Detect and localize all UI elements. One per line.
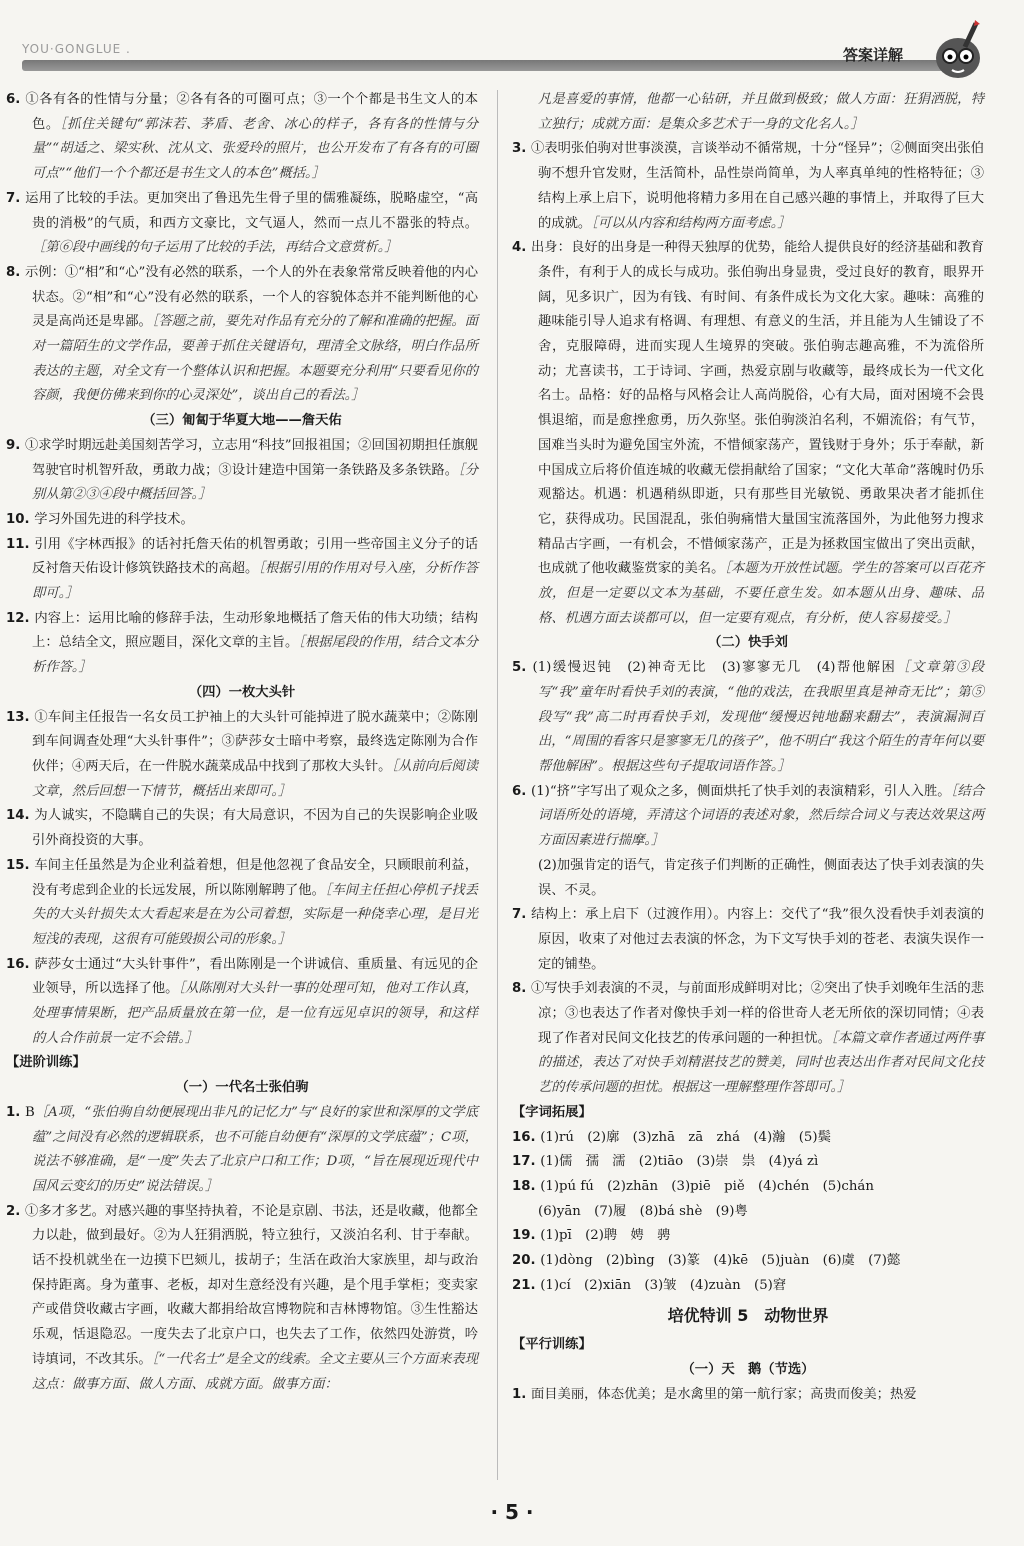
answer-number: 12. [6,610,35,626]
answer-note: ［可以从内容和结构两方面考虑。］ [591,215,791,231]
section-bar-label: 【字词拓展】 [512,1104,592,1120]
answer-number: 5. [512,660,533,676]
answer-item [512,1383,984,1408]
answer-text: (1)儒 孺 濡 (2)tiāo (3)崇 祟 (4)yá zì [540,1154,819,1170]
answer-text: 萨莎女士通过“大头针事件”，看出陈刚是一个讲诚信、重质量、有远见的企业领导，所以选择了他。 [32,956,478,997]
answer-item [512,1126,984,1151]
answer-note: ［文章第③段写“我”童年时看快手刘的表演，“他的戏法，在我眼里真是神奇无比”；第⑤段写“我”高二时再看快手刘，发现他“缓慢迟钝地翻来翻去”，表演漏洞百出，“周围的看客只是寥寥无几的孩子”，他不明白“我这个陌生的青年何以要帮他解困”。根据这些句子提取词语作答。］ [538,660,984,774]
answer-item [512,1224,984,1249]
answer-item [512,1150,984,1175]
answer-item [6,854,478,953]
answer-text: (1)pú fú (2)zhān (3)piē piě (4)chén (5)chán [540,1178,874,1194]
page-number: · 5 · [490,1500,534,1524]
answer-note: ［车间主任担心停机子找丢失的大头针损失太大看起来是在为公司着想，实际是一种侥幸心理，是目光短浅的表现，这很有可能毁损公司的形象。］ [32,882,479,947]
header-title: 答案详解 [843,46,904,64]
answer-text: (1)pī (2)聘 娉 骋 [540,1228,671,1244]
answer-note: ［A项，“张伯驹自幼便展现出非凡的记忆力”与“良好的家世和深厚的文学底蕴”之间没有必然的逻辑联系，也不可能自幼便有“深厚的文学底蕴”；C项，说法不够准确，是“一度”失去了北京户口和工作；D项，“旨在展现近现代中国风云变幻的历史”说法错误。］ [32,1104,478,1194]
answer-text: 引用《字林西报》的话衬托詹天佑的机智勇敢；引用一些帝国主义分子的话反衬詹天佑设计修筑铁路技术的高超。 [32,536,479,577]
right-column [512,88,984,1407]
section-title: （四）一枚大头针 [188,684,296,700]
answer-item [6,434,478,508]
answer-number: 8. [512,981,531,997]
section-title: （一）一代名士张伯驹 [175,1080,309,1096]
answer-note: ［第⑥段中画线的句子运用了比较的手法，再结合文意赏析。］ [32,240,398,256]
answer-text: B [24,1104,35,1120]
answer-item [512,1274,984,1299]
answer-number: 6. [6,92,26,107]
answer-item [6,953,478,1052]
section-bar-label: 【进阶训练】 [6,1055,86,1071]
answer-text: (1)缓慢迟钝 (2)神奇无比 (3)寥寥无几 (4)帮他解困 [532,660,897,676]
answer-text: ①写快手刘表演的不灵，与前面形成鲜明对比；②突出了快手刘晚年生活的悲凉；③也表达了作者对像快手刘一样的俗世奇人老无所依的深切同情；④表现了作者对民间文化技艺的传承问题的一种担忧。 [530,981,985,1046]
answer-item [6,804,478,853]
answer-note: ［根据引用的作用对号入座，分析作答即可。］ [32,561,478,602]
answer-text: (1)dòng (2)bìng (3)篆 (4)kē (5)juàn (6)虞 (7)懿 [540,1253,901,1269]
answer-note: 凡是喜爱的事情，他都一心钻研，并且做到极致；做人方面：狂狷洒脱，特立独行；成就方面：是集众多艺术于一身的文化名人。］ [538,92,984,132]
answer-number: 15. [6,857,35,873]
answer-item [512,236,984,631]
answer-number: 21. [512,1277,541,1293]
answer-text: ①各有各的性情与分量；②各有各的可圈可点；③一个个都是书生文人的本色。 [25,92,479,132]
section-title: （二）快手刘 [708,635,788,651]
answer-item [512,780,984,854]
answer-note: ［从陈刚对大头针一事的处理可知，他对工作认真，处理事情果断，把产品质量放在第一位，是一位有远见卓识的领导，和这样的人合作前景一定不会错。］ [32,981,478,1046]
answer-item [512,1249,984,1274]
answer-number: 10. [6,511,35,527]
answer-number: 11. [6,536,35,552]
section-bar-label: 【平行训练】 [512,1337,592,1353]
answer-text: 车间主任虽然是为企业利益着想，但是他忽视了食品安全，只顾眼前利益，没有考虑到企业的长远发展，所以陈刚解聘了他。 [32,857,479,898]
answer-number: 6. [512,783,531,799]
answer-item [6,261,478,409]
answer-number: 1. [512,1386,531,1402]
column-divider [497,90,498,1480]
answer-item [512,88,984,137]
answer-item [6,607,478,681]
answer-text: (1)cí (2)xiān (3)皱 (4)zuàn (5)窘 [540,1277,787,1293]
answer-number: 17. [512,1154,541,1170]
answer-item [6,187,478,261]
answer-number: 3. [512,141,531,157]
answer-number: 18. [512,1178,541,1194]
answer-text: ①车间主任报告一名女员工护袖上的大头针可能掉进了脱水蔬菜中；②陈刚到车间调查处理“大头针事件”；③萨莎女士暗中考察，最终选定陈刚为合作伙伴；④两天后，在一件脱水蔬菜成品中找到了那枚大头针。 [32,709,479,774]
answer-item [6,706,478,805]
answer-number: 16. [512,1129,541,1145]
brand-text: YOU·GONGLUE . [22,42,131,56]
header-bar [22,60,950,71]
answer-note: ［答题之前，要先对作品有充分的了解和准确的把握。面对一篇陌生的文学作品，要善于抓住关键语句，理清全文脉络，明白作品所表达的主题，对全文有一个整体认识和把握。本题要充分利用“只要看见你的容颜，我便仿佛来到你的心灵深处”，谈出自己的看法。］ [32,314,478,404]
answer-number: 1. [6,1104,25,1120]
mascot-icon [928,18,988,82]
answer-note: ［本题为开放性试题。学生的答案可以百花齐放，但是一定要以文本为基础，不要任意生发。如本题从出身、趣味、品格、机遇方面去谈都可以，但一定要有观点，有分析，使人容易接受。］ [538,561,984,626]
left-column [6,88,478,1397]
answer-text: ①多才多艺。对感兴趣的事坚持执着，不论是京剧、书法，还是收藏，他都全力以赴，做到最好。②为人狂狷洒脱，特立独行，又淡泊名利、甘于奉献。话不投机就坐在一边摸下巴颏儿，拔胡子；生活在政治大家族里，却与政治保持距离。身为董事、老板，却对生意经没有兴趣，是个甩手掌柜；变卖家产或借贷收藏古字画，收藏大都捐给故宫博物院和吉林博物馆。③生性豁达乐观，恬退隐忍。一度失去了北京户口，也失去了工作，依然四处游赏，吟诗填词，不改其乐。 [24,1203,479,1367]
section-title: （一）天 鹅（节选） [681,1361,815,1377]
answer-item [512,903,984,977]
answer-text: 示例：①“相”和“心”没有必然的联系，一个人的外在表象常常反映着他的内心状态。②“相”和“心”没有必然的联系，一个人的容貌体态并不能判断他的心灵是高尚还是卑鄙。 [24,264,478,330]
answer-text: 出身：良好的出身是一种得天独厚的优势，能给人提供良好的经济基础和教育条件，有利于人的成长与成功。张伯驹出身显贵，受过良好的教育，眼界开阔，见多识广，因为有钱、有时间、有条件成长为文化大家。趣味：高雅的趣味能引导人追求有格调、有理想、有意义的生活，并且能为人生铺设了不舍，克服障碍，进而实现人生境界的突破。张伯驹志趣高雅，不为流俗所动；尤喜读书，工于诗词、字画，热爱京剧与收藏等，最终成长为一代文化名士。品格：好的品格与风格会让人高尚脱俗，心有大局，面对困境不会畏惧退缩，而是愈挫愈勇，历久弥坚。张伯驹淡泊名利，不媚流俗；有气节，国难当头时为避免国宝外流，不惜倾家荡产，置钱财于身外；乐于奉献，新中国成立后将价值连城的收藏无偿捐献给了国家；“文化大革命”落魄时仍乐观豁达。机遇：机遇稍纵即逝，只有那些目光敏锐、勇敢果决者才能抓住它，获得成功。民国混乱，张伯驹痛惜大量国宝流落国外，为此他努力搜求精品古字画，一有机会，不惜倾家荡产，正是为拯救国宝做出了突出贡献，也成就了他收藏鉴赏家的美名。 [530,240,985,577]
answer-text: (2)加强肯定的语气，肯定孩子们判断的正确性，侧面表达了快手刘表演的失误、不灵。 [538,857,984,898]
answer-text: 运用了比较的手法。更加突出了鲁迅先生骨子里的儒雅凝练，脱略虚空，“高贵的消极”的气质，和西方文豪比，文气逼人，然而一点儿不嚣张的特点。 [25,190,478,231]
answer-number: 4. [512,240,531,256]
answer-number: 7. [6,190,26,206]
answer-text: ①表明张伯驹对世事淡漠，言谈举动不循常规，十分“怪异”；②侧面突出张伯驹不想升官发财，生活简朴，品性崇尚简单，为人率真单纯的性格特征；③结构上承上启下，说明他将精力多用在自己感兴趣的事情上，并取得了巨大的成就。 [530,141,984,231]
answer-note: ［分别从第②③④段中概括回答。］ [32,462,478,503]
answer-item [512,656,984,780]
answer-note: ［本篇文章作者通过两件事的描述，表达了对快手刘精湛技艺的赞美，同时也表达出作者对民间文化技艺的传承问题的担忧。根据这一理解整理作答即可。］ [538,1030,985,1096]
answer-note: ［抓住关键句“郭沫若、茅盾、老舍、冰心的样子，各有各的性情与分量”“胡适之、梁实秋、沈从文、张爱玲的照片，也公开发布了有各有的可圈可点”“他们一个个都还是书生文人的本色”概括。］ [32,116,478,182]
answer-text: 结构上：承上启下（过渡作用）。内容上：交代了“我”很久没看快手刘表演的原因，收束了对他过去表演的怀念，为下文写快手刘的苍老、表演失误作一定的铺垫。 [531,907,985,972]
answer-note: ［从前向后阅读文章，然后回想一下情节，概括出来即可。］ [32,758,478,799]
answer-note: ［“一代名士”是全文的线索。全文主要从三个方面来表现这点：做事方面、做人方面、成就方面。做事方面： [32,1351,479,1392]
answer-note: ［结合词语所处的语境，弄清这个词语的表述对象，然后综合词义与表达效果这两方面因素进行揣摩。］ [538,783,985,849]
answer-item [512,854,984,903]
answer-number: 2. [6,1203,25,1219]
answer-item [512,137,984,236]
answer-item [512,977,984,1101]
answer-number: 7. [512,907,532,923]
answer-text: (1)rú (2)廓 (3)zhā zā zhá (4)瀚 (5)鬓 [540,1129,831,1145]
answer-item [512,1200,984,1225]
answer-number: 13. [6,709,35,725]
answer-number: 20. [512,1253,541,1269]
answer-note: ［根据尾段的作用，结合文本分析作答。］ [32,635,479,676]
answer-item [6,533,478,607]
answer-number: 16. [6,956,35,972]
answer-item [6,1200,478,1398]
answer-text: 内容上：运用比喻的修辞手法，生动形象地概括了詹天佑的伟大功绩；结构上：总结全文，照应题目，深化文章的主旨。 [32,610,479,651]
answer-text: 面目美丽，体态优美；是水禽里的第一航行家；高贵而俊美；热爱 [530,1386,917,1402]
answer-text: (1)“挤”字写出了观众之多，侧面烘托了快手刘的表演精彩，引人入胜。 [531,783,951,799]
answer-text: ①求学时期远赴美国刻苦学习，立志用“科技”回报祖国；②回国初期担任旗舰驾驶官时机智歼敌，勇敢力战；③设计建造中国第一条铁路及多条铁路。 [24,437,478,478]
answer-text: 学习外国先进的科学技术。 [34,511,194,527]
answer-number: 14. [6,808,35,824]
page-header [0,0,1024,90]
answer-item [6,1101,478,1200]
answer-number: 19. [512,1228,541,1244]
answer-item [512,1175,984,1200]
answer-text: 为人诚实，不隐瞒自己的失误；有大局意识，不因为自己的失误影响企业吸引外商投资的大事。 [32,808,479,849]
answer-number: 8. [6,264,25,280]
answer-text: (6)yān (7)履 (8)bá shè (9)粤 [538,1203,748,1219]
answer-item [6,508,478,533]
answer-item [6,88,478,187]
answer-number: 9. [6,437,25,453]
unit-title: 培优特训 5 动物世界 [667,1306,829,1326]
section-title: （三）匍匐于华夏大地——詹天佑 [142,413,342,429]
